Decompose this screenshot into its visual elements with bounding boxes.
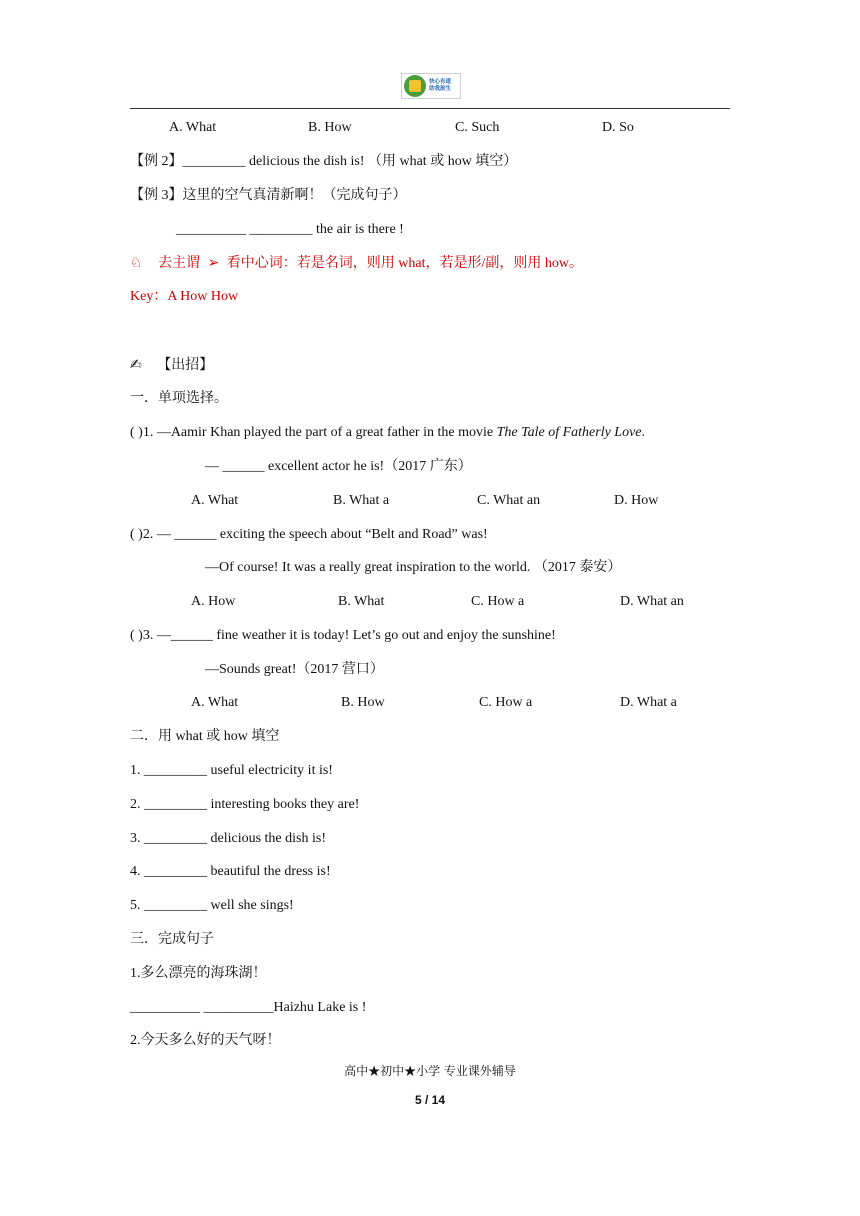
question-2-stem: ( )2. — ______ exciting the speech about “Belt and Road” was! bbox=[130, 527, 488, 542]
fill-item-5: 5. _________ well she sings! bbox=[130, 898, 294, 913]
chuzhao-title: 【出招】 bbox=[157, 358, 214, 373]
question-2-option-c: C. How a bbox=[471, 594, 525, 609]
question-3-line-2: —Sounds great!（2017 营口） bbox=[205, 662, 384, 677]
question-3-option-c: C. How a bbox=[479, 695, 533, 710]
movie-title: The Tale of Fatherly Love bbox=[496, 425, 642, 440]
example1-option-a: A. What bbox=[169, 120, 217, 135]
sentence-item-1-answer: __________ __________Haizhu Lake is ! bbox=[130, 1000, 367, 1015]
question-1-option-a: A. What bbox=[191, 493, 239, 508]
example-3-answer-line: __________ _________ the air is there ! bbox=[176, 222, 404, 237]
question-1-stem: ( )1. —Aamir Khan played the part of a great father in the movie The Tale of Fatherly Love. bbox=[130, 425, 646, 440]
header-divider bbox=[130, 108, 730, 109]
question-3-option-b: B. How bbox=[341, 695, 385, 710]
example1-option-c: C. Such bbox=[455, 120, 500, 135]
fill-item-2: 2. _________ interesting books they are! bbox=[130, 797, 360, 812]
example-3 bbox=[130, 187, 407, 205]
question-3-stem: ( )3. —______ fine weather it is today! Let’s go out and enjoy the sunshine! bbox=[130, 628, 556, 643]
footer-slogan: 高中★初中★小学 专业课外辅导 bbox=[344, 1064, 516, 1078]
question-1-option-b: B. What a bbox=[333, 493, 390, 508]
knight-icon: ♘ bbox=[130, 255, 143, 271]
example-2-text: _________ delicious the dish is! （用 what 或 how 填空） bbox=[182, 154, 518, 169]
tip-line bbox=[130, 254, 583, 273]
example1-option-d: D. So bbox=[602, 120, 634, 135]
tip-text-2: 看中心词：若是名词，则用 what，若是形/副，则用 how。 bbox=[226, 256, 584, 271]
example-2 bbox=[130, 153, 517, 171]
answer-key: Key：A How How bbox=[130, 289, 239, 304]
section-2-title: 二．用 what 或 how 填空 bbox=[130, 729, 280, 744]
section-1-title: 一．单项选择。 bbox=[130, 391, 228, 406]
question-1-line-2: — ______ excellent actor he is!（2017 广东） bbox=[205, 459, 472, 474]
brand-logo bbox=[401, 73, 461, 99]
question-3-option-d: D. What a bbox=[620, 695, 677, 710]
example-2-tag: 【例 2】 bbox=[130, 154, 183, 169]
question-1-option-c: C. What an bbox=[477, 493, 541, 508]
example-3-tag: 【例 3】 bbox=[130, 188, 183, 203]
sentence-item-2: 2.今天多么好的天气呀！ bbox=[130, 1033, 281, 1048]
logo-line-1: 快心有道 bbox=[429, 79, 452, 85]
question-3-option-a: A. What bbox=[191, 695, 239, 710]
fill-item-3: 3. _________ delicious the dish is! bbox=[130, 831, 326, 846]
chuzhao-heading bbox=[130, 356, 213, 375]
logo-line-2: 助我旅生 bbox=[429, 86, 452, 92]
arrow-icon: ➢ bbox=[207, 255, 220, 271]
fill-item-4: 4. _________ beautiful the dress is! bbox=[130, 864, 331, 879]
question-2-option-a: A. How bbox=[191, 594, 236, 609]
question-2-line-2: —Of course! It was a really great inspiration to the world. （2017 泰安） bbox=[205, 560, 622, 575]
logo-emblem-icon bbox=[404, 75, 426, 97]
question-2-option-d: D. What an bbox=[620, 594, 684, 609]
example-3-text: 这里的空气真清新啊！（完成句子） bbox=[182, 188, 407, 203]
example1-option-b: B. How bbox=[308, 120, 352, 135]
question-1-option-d: D. How bbox=[614, 493, 659, 508]
fill-item-1: 1. _________ useful electricity it is! bbox=[130, 763, 333, 778]
question-2-option-b: B. What bbox=[338, 594, 385, 609]
tip-text-1: 去主谓 bbox=[158, 256, 201, 271]
page-number: 5 / 14 bbox=[414, 1093, 446, 1107]
sentence-item-1: 1.多么漂亮的海珠湖！ bbox=[130, 966, 267, 981]
section-3-title: 三．完成句子 bbox=[130, 932, 214, 947]
writing-hand-icon: ✍ bbox=[130, 357, 142, 373]
